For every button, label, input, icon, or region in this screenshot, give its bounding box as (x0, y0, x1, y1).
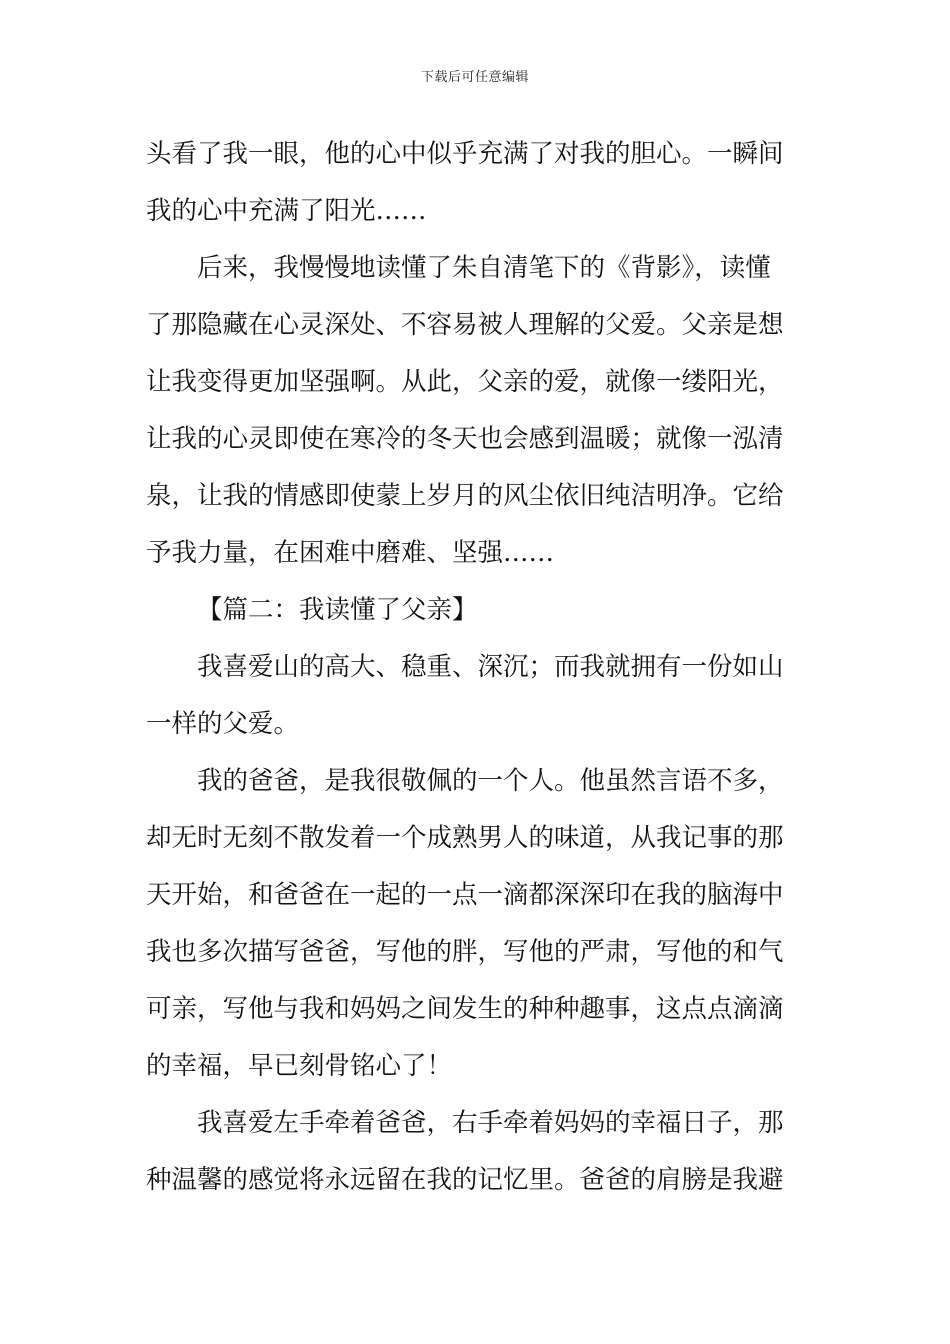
text-line: 可亲，写他与我和妈妈之间发生的种种趣事，这点点滴滴 (146, 994, 784, 1024)
text-line: 一样的父爱。 (146, 709, 300, 739)
section-heading: 【篇二：我读懂了父亲】 (197, 595, 478, 625)
paragraph-start-line: 我喜爱左手牵着爸爸，右手牵着妈妈的幸福日子，那 (197, 1108, 784, 1138)
paragraph-start-line: 我喜爱山的高大、稳重、深沉；而我就拥有一份如山 (197, 652, 784, 682)
text-line: 予我力量，在困难中磨难、坚强…… (146, 538, 555, 568)
text-line: 种温馨的感觉将永远留在我的记忆里。爸爸的肩膀是我避 (146, 1165, 784, 1195)
paragraph-start-line: 后来，我慢慢地读懂了朱自清笔下的《背影》，读懂 (197, 253, 771, 283)
text-line: 让我变得更加坚强啊。从此，父亲的爱，就像一缕阳光， (146, 367, 784, 397)
text-line: 的幸福，早已刻骨铭心了！ (146, 1051, 453, 1081)
text-line: 了那隐藏在心灵深处、不容易被人理解的父爱。父亲是想 (146, 310, 784, 340)
text-line: 却无时无刻不散发着一个成熟男人的味道，从我记事的那 (146, 823, 784, 853)
text-line: 头看了我一眼，他的心中似乎充满了对我的胆心。一瞬间 (146, 139, 784, 169)
text-line: 让我的心灵即使在寒冷的冬天也会感到温暖；就像一泓清 (146, 424, 784, 454)
text-line: 我也多次描写爸爸，写他的胖，写他的严肃，写他的和气 (146, 937, 784, 967)
text-line: 我的心中充满了阳光…… (146, 196, 427, 226)
document-body (146, 126, 806, 1209)
page-header: 下载后可任意编辑 (420, 70, 529, 85)
text-line: 天开始，和爸爸在一起的一点一滴都深深印在我的脑海中 (146, 880, 784, 910)
text-line: 泉，让我的情感即使蒙上岁月的风尘依旧纯洁明净。它给 (146, 481, 784, 511)
paragraph-start-line: 我的爸爸，是我很敬佩的一个人。他虽然言语不多， (197, 766, 784, 796)
